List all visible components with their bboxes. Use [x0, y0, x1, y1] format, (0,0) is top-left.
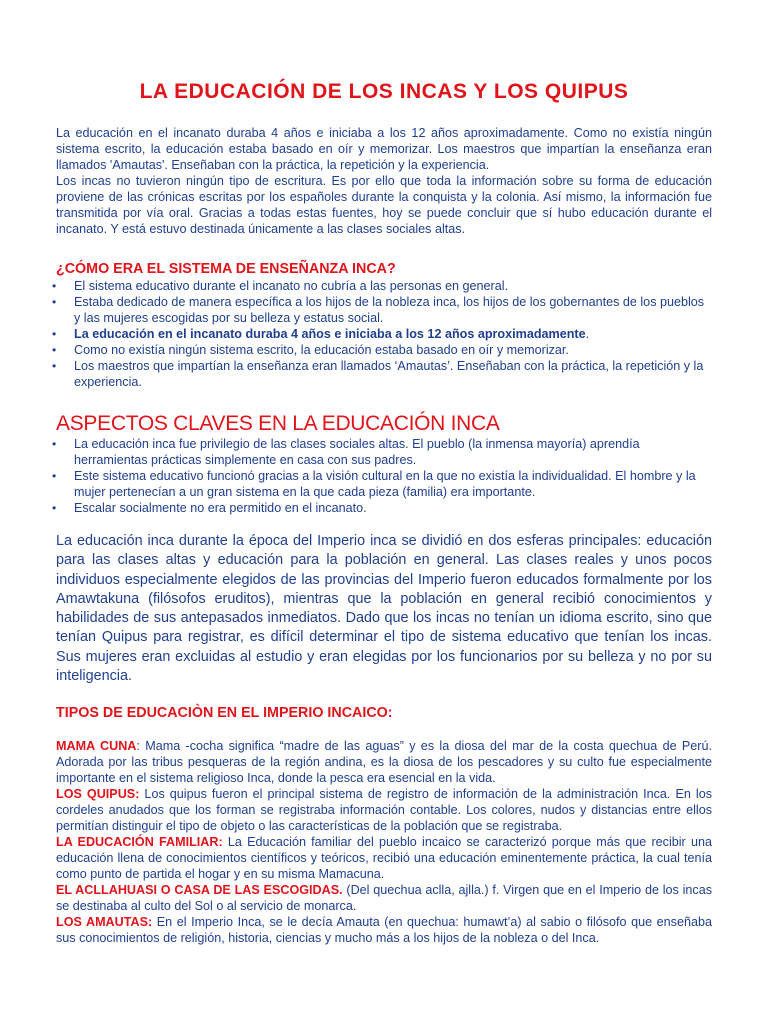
list-item: • Los maestros que impartían la enseñanza eran llamados ‘Amautas’. Enseñaban con la práctica, la repetición y la experiencia.	[52, 359, 704, 389]
intro-paragraph-2: Los incas no tuvieron ningún tipo de escritura. Es por ello que toda la información sobre su forma de educación proviene de las crónicas escritas por los españoles durante la conquista y la colonia. Así mismo, la información fue transmitida por vía oral. Gracias a todas estas fuentes, hoy se puede concluir que sí hubo educación durante el incanato. Y está estuvo destinada únicamente a las clases sociales altas.	[56, 174, 712, 236]
bullet-icon: •	[52, 343, 57, 357]
main-paragraph: La educación inca durante la época del Imperio inca se dividió en dos esferas principales: educación para las clases altas y educación para la población en general. Las clases reales y unos pocos individuos especialmente elegidos de las provincias del Imperio fueron educados formalmente por los Amawtakuna (filósofos eruditos), mientras que la población en general recibió conocimientos y habilidades de sus antepasados inmediatos. Dado que los incas no tenían un idioma escrito, sino que tenían Quipus para registrar, es difícil determinar el tipo de sistema educativo que tenían los incas. Sus mujeres eran excluidas al estudio y eran elegidas por los funcionarios por su belleza y no por su inteligencia.	[56, 533, 712, 685]
bullet-icon: •	[52, 279, 57, 293]
list-item: EL ACLLAHUASI O CASA DE LAS ESCOGIDAS. (Del quechua aclla, ajlla.) f. Virgen que en el Imperio de los incas se destinaba al culto del Sol o al servicio de monarca.	[56, 883, 712, 913]
bullet-icon: •	[52, 437, 57, 451]
page-title: LA EDUCACIÓN DE LOS INCAS Y LOS QUIPUS	[139, 80, 629, 103]
list-item: • La educación inca fue privilegio de las clases sociales altas. El pueblo (la inmensa mayoría) aprendía herramientas prácticas simplemente en casa con sus padres.	[52, 437, 640, 467]
term-label: LA EDUCACIÓN FAMILIAR:	[56, 835, 223, 849]
section-heading-tipos: TIPOS DE EDUCACIÒN EN EL IMPERIO INCAICO:	[56, 705, 393, 721]
list-item: • Escalar socialmente no era permitido en el incanato.	[52, 501, 367, 515]
list-item: • Como no existía ningún sistema escrito, la educación estaba basado en oír y memorizar.	[52, 343, 569, 357]
list-item: • El sistema educativo durante el incanato no cubría a las personas en general.	[52, 279, 509, 293]
bullet-icon: •	[52, 501, 57, 515]
section1-bullet-list	[52, 278, 712, 390]
bullet-icon: •	[52, 359, 57, 373]
term-label: LOS AMAUTAS:	[56, 915, 153, 929]
list-item: • La educación en el incanato duraba 4 años e iniciaba a los 12 años aproximadamente.	[52, 327, 590, 341]
list-item: LA EDUCACIÓN FAMILIAR: La Educación familiar del pueblo incaico se caracterizó porque más que recibir una educación llena de conocimientos científicos y teóricos, recibió una educación eminentemente práctica, la cual tenía como punto de partida el hogar y en su misma Mamacuna.	[56, 835, 712, 881]
list-item: • Estaba dedicado de manera específica a los hijos de la nobleza inca, los hijos de los gobernantes de los pueblos y las mujeres escogidas por su belleza y estatus social.	[52, 295, 705, 325]
section-heading-sistema: ¿CÓMO ERA EL SISTEMA DE ENSEÑANZA INCA?	[56, 261, 396, 277]
term-label: MAMA CUNA	[56, 739, 137, 753]
list-item: LOS AMAUTAS: En el Imperio Inca, se le decía Amauta (en quechua: humawt’a) al sabio o filósofo que enseñaba sus conocimientos de religión, historia, ciencias y mucho más a los hijos de la nobleza o del Inca.	[56, 915, 712, 945]
list-item: MAMA CUNA: Mama -cocha significa “madre de las aguas” y es la diosa del mar de la costa quechua de Perú. Adorada por las tribus pesqueras de la región andina, es la diosa de los pescadores y su culto fue especialmente importante en el sistema religioso Inca, donde la pesca era esencial en la vida.	[56, 739, 712, 785]
term-label: EL ACLLAHUASI O CASA DE LAS ESCOGIDAS.	[56, 883, 343, 897]
bullet-icon: •	[52, 469, 57, 483]
bullet-icon: •	[52, 327, 57, 341]
intro-paragraph-1: La educación en el incanato duraba 4 años e iniciaba a los 12 años aproximadamente. Como no existía ningún sistema escrito, la educación estaba basado en oír y memorizar. Los maestros que impartían la enseñanza eran llamados 'Amautas'. Enseñaban con la práctica, la repetición y la experiencia.	[56, 126, 712, 172]
intro-text	[56, 125, 712, 237]
list-item: • Este sistema educativo funcionó gracias a la visión cultural en la que no existía la individualidad. El hombre y la mujer pertenecían a un gran sistema en la que cada pieza (familia) era importante.	[52, 469, 696, 499]
section2-bullet-list	[52, 436, 712, 516]
list-item: LOS QUIPUS: Los quipus fueron el principal sistema de registro de información de la administración Inca. En los cordeles anudados que los forman se registraba información contable. Los colores, nudos y distancias entre ellos permitían distinguir el tipo de objeto o las características de la población que se registraba.	[56, 787, 712, 833]
education-types-list	[56, 738, 712, 946]
term-label: LOS QUIPUS:	[56, 787, 140, 801]
section-heading-aspectos: ASPECTOS CLAVES EN LA EDUCACIÓN INCA	[56, 412, 500, 435]
bullet-icon: •	[52, 295, 57, 309]
